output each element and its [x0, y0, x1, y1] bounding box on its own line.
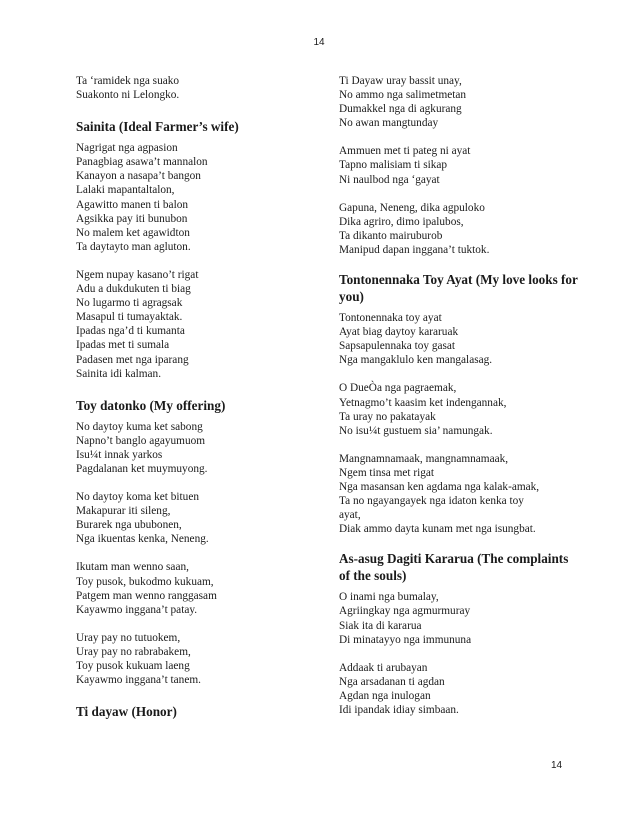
- poem-line: No ammo nga salimetmetan: [339, 89, 467, 102]
- poem-line: Ngem nupay kasano’t rigat: [76, 268, 199, 281]
- stanza-gap: [76, 546, 321, 560]
- poem-title: Tontonennaka Toy Ayat (My love looks for you): [339, 272, 578, 305]
- poem-line: No lugarmo ti agragsak: [76, 297, 183, 310]
- stanza-gap: [76, 254, 321, 268]
- poem-line: Uray pay no tutuokem,: [76, 631, 181, 644]
- poem-line: Ngem tinsa met rigat: [339, 466, 435, 479]
- right-column: [339, 74, 579, 717]
- poem-line: No malem ket agawidton: [76, 226, 190, 239]
- poem-line: Idi ipandak idiay simbaan.: [339, 704, 459, 716]
- poem-line: Nga mangaklulo ken mangalasag.: [339, 354, 493, 367]
- poem-line: Agdan nga inulogan: [339, 689, 431, 702]
- stanza-gap: [76, 381, 321, 395]
- poem-line: Toy pusok, bukodmo kukuam,: [76, 575, 214, 588]
- poem-line: Nga masansan ken agdama nga kalak-amak,: [339, 480, 540, 493]
- poem-line: Pagdalanan ket muymuyong.: [76, 462, 208, 475]
- poem-line: Tapno malisiam ti sikap: [339, 159, 448, 172]
- left-column: [76, 74, 321, 726]
- poem-line: Ta dikanto mairuburob: [339, 229, 443, 242]
- poem-line: ayat,: [339, 509, 361, 522]
- poem-line: Sainita idi kalman.: [76, 367, 162, 380]
- stanza-gap: [339, 367, 579, 381]
- poem-line: Mangnamnamaak, mangnamnamaak,: [339, 452, 509, 465]
- poem-line: Ammuen met ti pateg ni ayat: [339, 145, 471, 158]
- poem-line: Tontonennaka toy ayat: [339, 312, 442, 325]
- poem-line: Ikutam man wenno saan,: [76, 561, 189, 574]
- poem-line: Uray pay no rabrabakem,: [76, 645, 191, 658]
- poem-line: Padasen met nga iparang: [76, 353, 189, 366]
- poem-title: Toy datonko (My offering): [76, 397, 226, 413]
- poem-line: Nga ikuentas kenka, Neneng.: [76, 533, 209, 546]
- stanza-gap: [339, 187, 579, 201]
- poem-line: Sapsapulennaka toy gasat: [339, 340, 456, 353]
- poem-line: Ti Dayaw uray bassit unay,: [339, 75, 462, 87]
- poem-line: Panagbiag asawa’t mannalon: [76, 156, 208, 169]
- poem-line: Dika agriro, dimo ipalubos,: [339, 215, 464, 228]
- poem-line: Ta uray no pakatayak: [339, 410, 436, 423]
- poem-line: Isu¼t innak yarkos: [76, 448, 163, 461]
- poem-line: Adu a dukdukuten ti biag: [76, 283, 191, 296]
- page-number-top: 14: [313, 37, 325, 48]
- poem-line: Masapul ti tumayaktak.: [76, 311, 183, 324]
- poem-line: No awan mangtunday: [339, 117, 439, 130]
- poem-line: Kanayon a nasapa’t bangon: [76, 170, 201, 183]
- poem-line: Agriingkay nga agmurmuray: [339, 605, 471, 618]
- poem-line: Gapuna, Neneng, dika agpuloko: [339, 201, 485, 214]
- poem-title: Ti dayaw (Honor): [76, 704, 177, 720]
- poem-line: Kayawmo inggana’t tanem.: [76, 674, 201, 687]
- stanza-gap: [339, 536, 579, 550]
- stanza-gap: [339, 130, 579, 144]
- poem-line: Ipadas nga’d ti kumanta: [76, 325, 185, 338]
- stanza-gap: [339, 438, 579, 452]
- stanza-gap: [339, 647, 579, 661]
- poem-title: As-asug Dagiti Kararua (The complaints of the souls): [339, 551, 569, 584]
- poem-line: Nagrigat nga agpasion: [76, 142, 178, 155]
- poem-line: Lalaki mapantaltalon,: [76, 184, 175, 197]
- poem-line: O inami nga bumalay,: [339, 591, 439, 604]
- poem-line: No daytoy kuma ket sabong: [76, 420, 203, 433]
- poem-line: Agawitto manen ti balon: [76, 198, 189, 211]
- poem-line: Dumakkel nga di agkurang: [339, 103, 462, 116]
- poem-line: Kayawmo inggana’t patay.: [76, 603, 198, 616]
- poem-line: Agsikka pay iti bunubon: [76, 212, 188, 225]
- poem-line: Ayat biag daytoy kararuak: [339, 326, 459, 339]
- poem-line: Yetnagmo’t kaasim ket indengannak,: [339, 396, 507, 409]
- poem-line: Ta no ngayangayek nga idaton kenka toy: [339, 495, 524, 508]
- poem-line: Addaak ti arubayan: [339, 661, 428, 674]
- poem-line: No daytoy koma ket bituen: [76, 491, 199, 504]
- poem-line: Toy pusok kukuam laeng: [76, 660, 190, 672]
- poem-line: Patgem man wenno ranggasam: [76, 589, 217, 602]
- page-number-bottom: 14: [551, 760, 563, 771]
- stanza-gap: [76, 617, 321, 631]
- stanza-gap: [76, 476, 321, 490]
- poem-title: Sainita (Ideal Farmer’s wife): [76, 119, 239, 135]
- poem-line: No isu¼t gustuem sia’ namungak.: [339, 424, 493, 437]
- poem-line: Di minatayyo nga immununa: [339, 633, 472, 646]
- stanza-gap: [76, 687, 321, 701]
- poem-line: Ta daytayto man agluton.: [76, 240, 191, 253]
- poem-line: Suakonto ni Lelongko.: [76, 89, 180, 102]
- poem-line: Makapurar iti sileng,: [76, 505, 171, 518]
- stanza-gap: [339, 257, 579, 271]
- poem-line: Ni naulbod nga ‘gayat: [339, 173, 440, 186]
- poem-line: Ta ‘ramidek nga suako: [76, 75, 180, 87]
- stanza-gap: [76, 102, 321, 116]
- poem-line: Napno’t banglo agayumuom: [76, 434, 206, 447]
- poem-line: Nga arsadanan ti agdan: [339, 675, 445, 688]
- poem-line: O DueÒa nga pagraemak,: [339, 382, 457, 395]
- poem-line: Ipadas met ti sumala: [76, 339, 170, 352]
- poem-line: Burarek nga ububonen,: [76, 519, 182, 532]
- poem-line: Siak ita di kararua: [339, 619, 422, 632]
- poem-line: Diak ammo dayta kunam met nga isungbat.: [339, 523, 536, 536]
- poem-line: Manipud dapan inggana’t tuktok.: [339, 243, 490, 256]
